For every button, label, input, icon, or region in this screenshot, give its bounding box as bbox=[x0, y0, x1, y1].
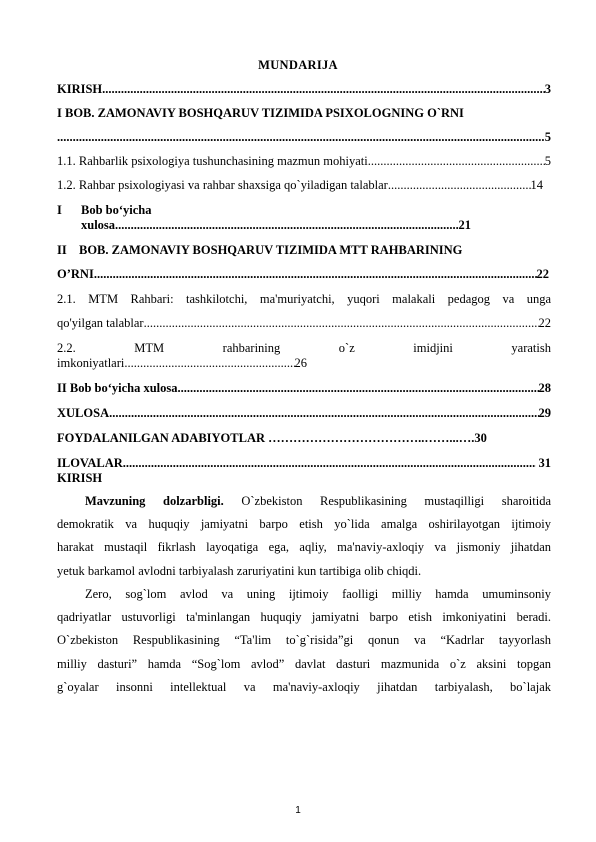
toc-page-number: 22 bbox=[538, 316, 551, 330]
toc-page-number: 3 bbox=[544, 82, 551, 96]
toc-page-number: 5 bbox=[544, 130, 551, 144]
paragraph-text: O`zbekiston Respublikasining mustaqilligi sharoitida bbox=[223, 494, 551, 508]
toc-entry-bob1-summary-a[interactable] bbox=[57, 203, 551, 218]
paragraph-line: g`oyalar insonni intellektual va ma'naviy-axloqiy jihatdan tarbiyalash, bo`lajak bbox=[57, 679, 551, 694]
toc-leader-dots bbox=[57, 130, 545, 145]
toc-entry-word: MTM bbox=[134, 341, 165, 355]
toc-entry-label: BOB. ZAMONAVIY BOSHQARUV TIZIMIDA MTT RAHBARINING bbox=[79, 243, 463, 257]
page-number: 1 bbox=[295, 805, 301, 816]
toc-entry-kirish[interactable] bbox=[57, 82, 551, 97]
toc-leader-dots bbox=[144, 316, 539, 331]
toc-entry-label: O’RNI bbox=[57, 267, 94, 281]
toc-page-number: 14 bbox=[530, 178, 543, 192]
toc-entry-word: rahbarining bbox=[222, 341, 281, 355]
toc-leader-dots bbox=[388, 178, 531, 193]
body-paragraph-1 bbox=[57, 490, 551, 583]
toc-entry-label: II Bob bo‘yicha xulosa bbox=[57, 381, 178, 395]
toc-leader-dots bbox=[115, 218, 458, 233]
paragraph-lead: Mavzuning dolzarbligi. bbox=[85, 494, 224, 508]
toc-leader-dots bbox=[123, 456, 536, 471]
toc-entry-xulosa[interactable] bbox=[57, 406, 551, 421]
section-heading: KIRISH bbox=[57, 471, 103, 485]
toc-page-number: 31 bbox=[538, 456, 551, 470]
toc-leader-dots bbox=[102, 82, 545, 97]
toc-entry-bob2-leader[interactable] bbox=[57, 267, 549, 282]
toc-title: MUNDARIJA bbox=[258, 58, 338, 72]
toc-entry-number: II bbox=[57, 243, 67, 257]
toc-leader-dots bbox=[178, 381, 539, 396]
toc-page-number: 29 bbox=[538, 406, 551, 420]
paragraph-line: yetuk barkamol avlodni tarbiyalash zaruriyatini kun tartibiga olib chiqdi. bbox=[57, 563, 422, 578]
toc-entry-2-1-b[interactable] bbox=[57, 316, 551, 331]
toc-entry-label: 1.2. Rahbar psixologiyasi va rahbar shaxsiga qo`yiladigan talablar bbox=[57, 178, 388, 192]
toc-entry-label: KIRISH bbox=[57, 82, 103, 96]
toc-entry-bob1-summary-b[interactable] bbox=[81, 218, 471, 233]
toc-entry-word: yaratish bbox=[511, 341, 551, 355]
toc-leader-dots bbox=[94, 267, 537, 282]
toc-entry-1-2[interactable] bbox=[57, 178, 543, 193]
toc-entry-2-1-a[interactable]: 2.1. MTM Rahbari: tashkilotchi, ma'muriyatchi, yuqori malakali pedagog va unga bbox=[57, 292, 551, 306]
toc-page-number: 21 bbox=[458, 218, 471, 232]
body-paragraph-2 bbox=[57, 583, 551, 699]
toc-page-number: 5 bbox=[544, 154, 551, 168]
toc-entry-label: FOYDALANILGAN ADABIYOTLAR ………………………………..……...…. bbox=[57, 431, 475, 445]
toc-page-number: 26 bbox=[294, 356, 307, 370]
paragraph-line: harakat mustaqil fikrlash layoqatiga ega, aqliy, ma'naviy-axloqiy va jismoniy jihatdan bbox=[57, 540, 551, 555]
toc-entry-label: 1.1. Rahbarlik psixologiya tushunchasining mazmun mohiyati bbox=[57, 154, 368, 168]
toc-entry-adabiyotlar[interactable] bbox=[57, 431, 551, 446]
toc-entry-label: qo'yilgan talablar bbox=[57, 316, 144, 330]
toc-leader-dots bbox=[124, 356, 294, 371]
toc-entry-2-2-b[interactable] bbox=[57, 356, 307, 371]
paragraph-line: qadriyatlar ustuvorligi ta'minlangan huquqiy jamiyatni barpo etish imkoniyatini beradi. bbox=[57, 610, 551, 625]
paragraph-line bbox=[57, 583, 551, 606]
toc-entry-number: I bbox=[57, 203, 62, 217]
toc-entry-label: ILOVALAR bbox=[57, 456, 123, 470]
paragraph-text: Zero, sog`lom avlod va uning ijtimoiy faolligi milliy hamda umuminsoniy bbox=[85, 587, 551, 601]
toc-entry-label: xulosa bbox=[81, 218, 116, 232]
toc-leader-dots bbox=[368, 154, 545, 169]
toc-entry-label: imkoniyatlari bbox=[57, 356, 125, 370]
toc-entry-bob1-title[interactable]: I BOB. ZAMONAVIY BOSHQARUV TIZIMIDA PSIXOLOGNING O`RNI bbox=[57, 106, 464, 120]
toc-page-number: 28 bbox=[538, 381, 551, 395]
toc-entry-bob2-summary[interactable] bbox=[57, 381, 551, 396]
toc-entry-bob1-leader[interactable] bbox=[57, 130, 551, 145]
paragraph-line: O`zbekiston Respublikasining “Ta'lim to`g`risida”gi qonun va “Kadrlar tayyorlash bbox=[57, 633, 551, 648]
toc-entry-1-1[interactable] bbox=[57, 154, 551, 169]
toc-leader-dots bbox=[109, 406, 538, 421]
paragraph-line bbox=[57, 490, 551, 513]
toc-page-number: 30 bbox=[474, 431, 487, 445]
paragraph-line: milliy dasturi” hamda “Sog`lom avlod” davlat dasturi mazmunida o`z aksini topgan bbox=[57, 656, 551, 671]
toc-entry-label: Bob bo‘yicha bbox=[81, 203, 152, 217]
toc-entry-number: 2.2. bbox=[57, 341, 76, 355]
toc-entry-label: XULOSA bbox=[57, 406, 110, 420]
toc-entry-word: o`z bbox=[338, 341, 355, 355]
toc-entry-bob2-title[interactable] bbox=[57, 243, 551, 258]
paragraph-line: demokratik va huquqiy jamiyatni barpo etish yo`lida amalga oshirilayotgan ijtimoiy bbox=[57, 517, 551, 532]
toc-entry-word: imidjini bbox=[413, 341, 453, 355]
toc-entry-ilovalar[interactable] bbox=[57, 456, 551, 471]
toc-entry-2-2-a[interactable] bbox=[57, 341, 551, 356]
toc-page-number: 22 bbox=[536, 267, 549, 281]
